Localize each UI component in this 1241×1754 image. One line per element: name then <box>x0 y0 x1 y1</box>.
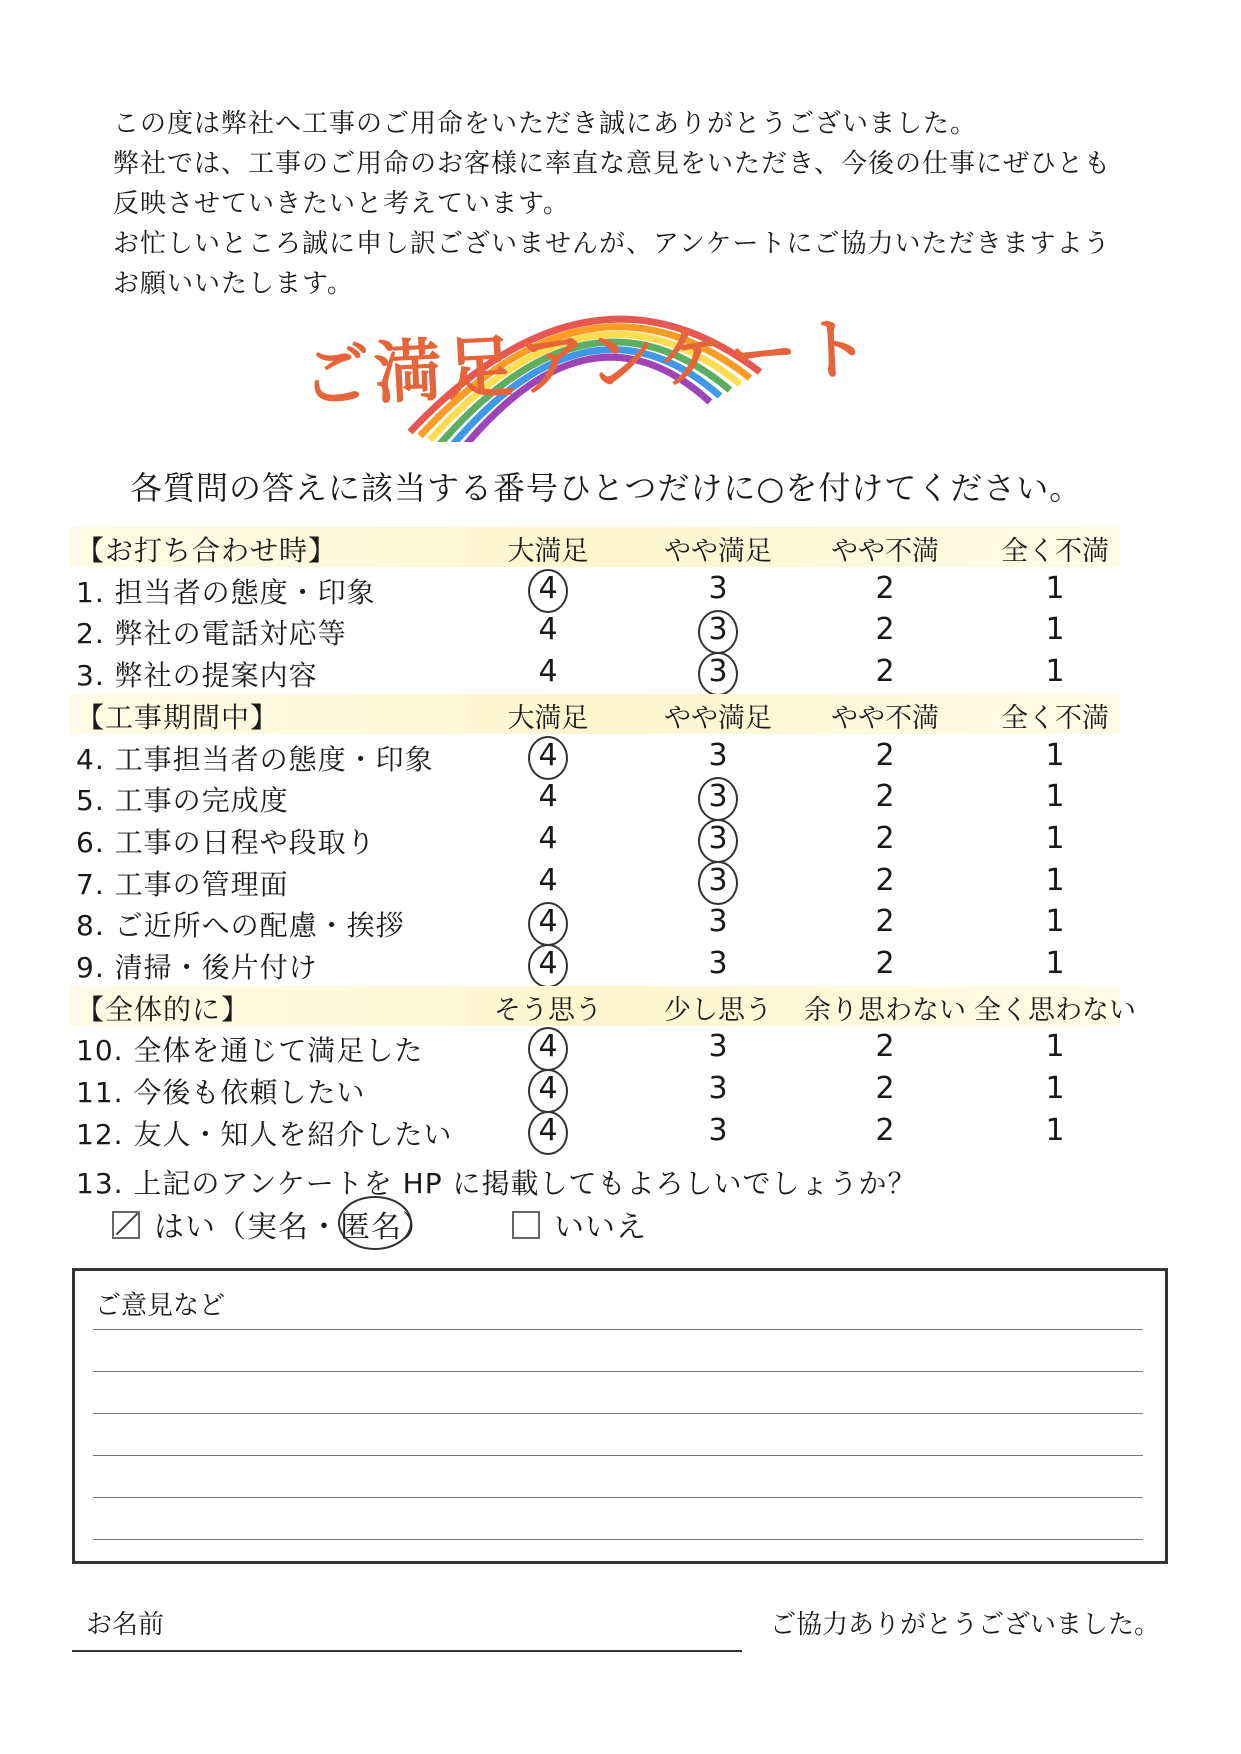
rating-option[interactable]: 4 <box>538 1071 558 1107</box>
rating-option[interactable]: 4 <box>538 1112 558 1148</box>
question-label: 11. 今後も依頼したい <box>76 1076 366 1110</box>
rating-option[interactable]: 3 <box>708 612 728 648</box>
question-row <box>0 610 1241 650</box>
rating-option[interactable]: 1 <box>1045 1029 1065 1065</box>
selected-circle-mark <box>698 610 738 654</box>
yes-label: はい（実名・匿名） <box>154 1210 433 1245</box>
rating-option[interactable]: 2 <box>875 1029 895 1065</box>
comments-title: ご意見など <box>95 1291 226 1321</box>
name-field-line[interactable] <box>72 1650 742 1652</box>
rating-option[interactable]: 3 <box>708 862 728 898</box>
column-header: 大満足 <box>507 536 589 567</box>
rating-option[interactable]: 2 <box>875 570 895 606</box>
question-row <box>0 1111 1241 1151</box>
question-label: 9. 清掃・後片付け <box>76 951 318 984</box>
section-heading: 【工事期間中】 <box>76 700 280 734</box>
rating-option[interactable]: 2 <box>875 737 895 773</box>
question-label: 6. 工事の日程や段取り <box>76 825 376 859</box>
rating-option[interactable]: 1 <box>1045 779 1065 815</box>
intro-text <box>113 104 1133 304</box>
column-header: やや満足 <box>664 702 772 734</box>
section-heading: 【全体的に】 <box>76 992 251 1026</box>
question-label: 3. 弊社の提案内容 <box>76 659 318 693</box>
rating-option[interactable]: 2 <box>875 654 895 690</box>
column-header: やや不満 <box>831 536 939 567</box>
rating-option[interactable]: 2 <box>875 862 895 898</box>
anonymous-circle-mark <box>338 1196 412 1250</box>
rating-option[interactable]: 2 <box>875 612 895 648</box>
section-header <box>0 527 1241 567</box>
rating-option[interactable]: 2 <box>875 820 895 856</box>
comments-box[interactable] <box>72 1268 1168 1564</box>
no-checkbox[interactable] <box>512 1211 540 1239</box>
rating-option[interactable]: 3 <box>708 1071 728 1107</box>
question-row <box>0 1069 1241 1109</box>
rating-option[interactable]: 3 <box>708 904 728 940</box>
question-row <box>0 1027 1241 1067</box>
selected-circle-mark <box>528 1027 568 1071</box>
comment-rule <box>93 1329 1143 1330</box>
question-row <box>0 569 1241 609</box>
rating-option[interactable]: 2 <box>875 1071 895 1107</box>
answer-no[interactable] <box>512 1202 647 1246</box>
column-header: 全く思わない <box>974 994 1136 1026</box>
column-header: 大満足 <box>507 702 589 734</box>
rating-option[interactable]: 3 <box>708 1112 728 1148</box>
intro-line: お忙しいところ誠に申し訳ございませんが、アンケートにご協力いただきますよう <box>113 229 1111 259</box>
question-label: 7. 工事の管理面 <box>76 867 289 901</box>
question-label: 5. 工事の完成度 <box>76 784 289 818</box>
comment-rule <box>93 1539 1143 1540</box>
question-row <box>0 736 1241 776</box>
comment-rule <box>93 1371 1143 1372</box>
rating-option[interactable]: 1 <box>1045 737 1065 773</box>
selected-circle-mark <box>528 1111 568 1155</box>
instruction-text: 各質問の答えに該当する番号ひとつだけに○を付けてください。 <box>130 469 1083 507</box>
selected-circle-mark <box>528 944 568 988</box>
yes-checkbox[interactable] <box>112 1211 140 1239</box>
name-label: お名前 <box>86 1610 165 1640</box>
column-header: そう思う <box>494 994 602 1026</box>
question-13: 13. 上記のアンケートを HP に掲載してもよろしいでしょうか？ <box>76 1167 917 1200</box>
rating-option[interactable]: 3 <box>708 820 728 856</box>
column-header: やや満足 <box>664 536 772 567</box>
column-header: 少し思う <box>664 994 772 1026</box>
rating-option[interactable]: 2 <box>875 946 895 981</box>
selected-circle-mark <box>698 652 738 696</box>
rating-option[interactable]: 4 <box>538 779 558 815</box>
survey-logo <box>290 282 970 442</box>
question-label: 2. 弊社の電話対応等 <box>76 617 347 651</box>
no-label: いいえ <box>554 1210 647 1245</box>
rating-option[interactable]: 2 <box>875 904 895 940</box>
selected-circle-mark <box>698 861 738 905</box>
selected-circle-mark <box>528 1069 568 1113</box>
rating-option[interactable]: 4 <box>538 570 558 606</box>
question-row <box>0 861 1241 901</box>
selected-circle-mark <box>528 902 568 946</box>
rating-option[interactable]: 1 <box>1045 946 1065 981</box>
selected-circle-mark <box>528 569 568 613</box>
thanks-text: ご協力ありがとうございました。 <box>770 1610 1161 1640</box>
selected-circle-mark <box>698 777 738 821</box>
rating-option[interactable]: 4 <box>538 1029 558 1065</box>
rating-option[interactable]: 4 <box>538 820 558 856</box>
rating-option[interactable]: 3 <box>708 737 728 773</box>
section-header <box>0 694 1241 734</box>
survey-title: ご満足アンケート <box>300 309 876 418</box>
comment-rule <box>93 1497 1143 1498</box>
rating-option[interactable]: 4 <box>538 946 558 981</box>
column-header: 全く不満 <box>1001 702 1109 734</box>
rating-option[interactable]: 3 <box>708 1029 728 1065</box>
column-header: 余り思わない <box>804 994 966 1026</box>
question-label: 4. 工事担当者の態度・印象 <box>76 742 434 776</box>
question-row <box>0 944 1241 984</box>
rating-option[interactable]: 4 <box>538 904 558 940</box>
intro-line: お願いいたします。 <box>113 269 354 299</box>
rating-option[interactable]: 3 <box>708 570 728 606</box>
comment-rule <box>93 1413 1143 1414</box>
rating-option[interactable]: 4 <box>538 737 558 773</box>
column-header: やや不満 <box>831 702 939 734</box>
question-label: 10. 全体を通じて満足した <box>76 1034 424 1068</box>
intro-line: 反映させていきたいと考えています。 <box>113 189 570 219</box>
rating-option[interactable]: 1 <box>1045 654 1065 690</box>
rating-option[interactable]: 1 <box>1045 612 1065 648</box>
question-row <box>0 777 1241 817</box>
section-heading: 【お打ち合わせ時】 <box>76 534 338 567</box>
rating-option[interactable]: 1 <box>1045 820 1065 856</box>
rating-option[interactable]: 2 <box>875 779 895 815</box>
question-row <box>0 902 1241 942</box>
section-header <box>0 986 1241 1026</box>
rating-option[interactable]: 1 <box>1045 1112 1065 1148</box>
rating-option[interactable]: 3 <box>708 654 728 690</box>
column-header: 全く不満 <box>1001 536 1109 567</box>
rating-option[interactable]: 1 <box>1045 570 1065 606</box>
rating-option[interactable]: 4 <box>538 654 558 690</box>
rating-option[interactable]: 2 <box>875 1112 895 1148</box>
rating-option[interactable]: 1 <box>1045 1071 1065 1107</box>
selected-circle-mark <box>528 736 568 780</box>
intro-line: 弊社では、工事のご用命のお客様に率直な意見をいただき、今後の仕事にぜひとも <box>113 149 1111 179</box>
intro-line: この度は弊社へ工事のご用命をいただき誠にありがとうございました。 <box>113 109 978 139</box>
selected-circle-mark <box>698 819 738 863</box>
rating-option[interactable]: 3 <box>708 946 728 981</box>
question-label: 8. ご近所への配慮・挨拶 <box>76 909 405 943</box>
rating-option[interactable]: 4 <box>538 862 558 898</box>
rating-option[interactable]: 1 <box>1045 862 1065 898</box>
rating-option[interactable]: 3 <box>708 779 728 815</box>
question-row <box>0 652 1241 692</box>
question-label: 12. 友人・知人を紹介したい <box>76 1117 453 1151</box>
question-row <box>0 819 1241 859</box>
rating-option[interactable]: 4 <box>538 612 558 648</box>
rating-option[interactable]: 1 <box>1045 904 1065 940</box>
comment-rule <box>93 1455 1143 1456</box>
question-label: 1. 担当者の態度・印象 <box>76 575 376 609</box>
